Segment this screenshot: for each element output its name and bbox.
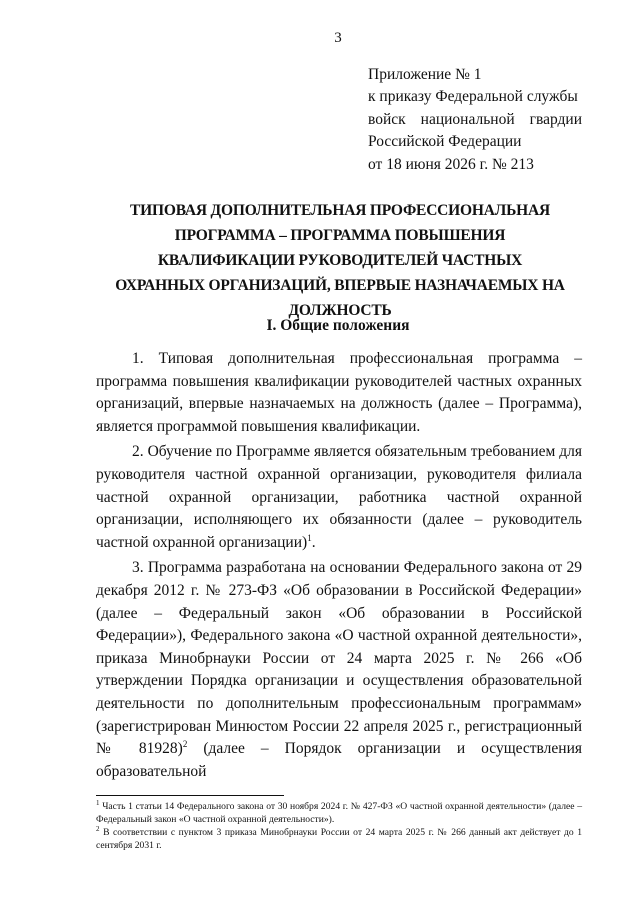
footnote-2-mark: 2	[96, 824, 100, 833]
appendix-date-line: от 18 июня 2026 г. № 213	[368, 155, 534, 173]
appendix-agency-line: войск национальной гвардии	[368, 110, 582, 128]
body-text	[96, 348, 582, 783]
paragraph-3-text: 3. Программа разработана на основании Федерального закона от 29 декабря 2012 г. № 273-ФЗ «Об образовании в Российской Федерации» (далее – Федеральный закон «Об образовании в Российской Федерации»), Федерального закона «О частной охранной деятельности», приказа Минобрнауки России от 24 марта 2025 г. № 266 «Об утверждении Порядка организации и осуществления образовательной деятельности по дополнительным профессиональным программам» (зарегистрирован Минюстом России 22 апреля 2025 г., регистрационный № 81928)	[96, 559, 582, 758]
footnote-1	[96, 800, 582, 826]
page-number: 3	[334, 30, 342, 46]
paragraph-3	[96, 557, 582, 783]
footnotes	[96, 800, 582, 852]
paragraph-2	[96, 441, 582, 554]
footnote-2	[96, 826, 582, 852]
appendix-country-line: Российской Федерации	[368, 133, 522, 151]
section-heading: I. Общие положения	[266, 317, 410, 334]
footnote-1-mark: 1	[96, 798, 100, 807]
appendix-header	[368, 64, 582, 176]
footnote-1-text: Часть 1 статьи 14 Федерального закона от 30 ноября 2024 г. № 427-ФЗ «О частной охранной деятельности» (далее – Федеральный закон «О частной охранной деятельности»).	[96, 801, 583, 825]
footnote-2-text: В соответствии с пунктом 3 приказа Минобрнауки России от 24 марта 2025 г. № 266 данный акт действует до 1 сентября 2031 г.	[96, 827, 583, 851]
appendix-number: Приложение № 1	[368, 66, 482, 83]
paragraph-3-continuation: (далее – Порядок организации и осуществления образовательной	[96, 740, 582, 780]
footnote-ref-1: 1	[307, 532, 312, 543]
paragraph-2-end: .	[311, 533, 316, 551]
footnote-ref-2: 2	[182, 738, 188, 749]
paragraph-2-text: 2. Обучение по Программе является обязательным требованием для руководителя частной охранной организации, руководителя филиала частной охранной организации, работника частной охранной организации, исполняющего их обязанности (далее – руководитель частной охранной организации)	[96, 443, 582, 551]
paragraph-1: 1. Типовая дополнительная профессиональная программа – программа повышения квалификации руководителей частных охранных организаций, впервые назначаемых на должность (далее – Программа), является программой повышения квалификации.	[96, 350, 582, 435]
appendix-order-line: к приказу Федеральной службы	[368, 88, 578, 106]
footnote-divider	[96, 795, 284, 796]
document-title: ТИПОВАЯ ДОПОЛНИТЕЛЬНАЯ ПРОФЕССИОНАЛЬНАЯ ПРОГРАММА – ПРОГРАММА ПОВЫШЕНИЯ КВАЛИФИКАЦИИ РУКОВОДИТЕЛЕЙ ЧАСТНЫХ ОХРАННЫХ ОРГАНИЗАЦИЙ, ВПЕРВЫЕ НАЗНАЧАЕМЫХ НА ДОЛЖНОСТЬ	[115, 202, 565, 319]
